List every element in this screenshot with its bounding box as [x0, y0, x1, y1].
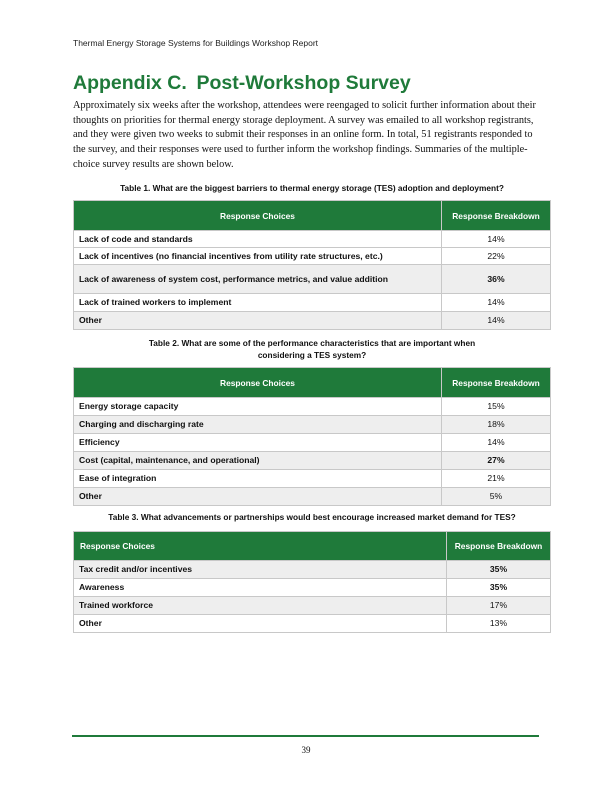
response-choice: Ease of integration — [74, 470, 442, 488]
column-header-response-choices: Response Choices — [74, 368, 442, 398]
intro-paragraph: Approximately six weeks after the workshop, attendees were reengaged to solicit further information about their thoughts on priorities for thermal energy storage deployment. A survey was emailed to all workshop registrants, and they were given two weeks to submit their responses in an online form. In total, 51 registrants responded to the survey, and their responses were used to further inform the workshop findings. Summaries of the multiple-choice survey results are shown below. — [73, 100, 536, 170]
response-choice: Tax credit and/or incentives — [74, 561, 447, 579]
page-number: 39 — [301, 745, 311, 755]
response-percent: 27% — [442, 452, 551, 470]
response-choice: Energy storage capacity — [74, 398, 442, 416]
table-row — [74, 615, 551, 633]
response-choice: Lack of incentives (no financial incentives from utility rate structures, etc.) — [74, 248, 442, 265]
response-choice: Lack of trained workers to implement — [74, 294, 442, 312]
response-choice: Other — [74, 488, 442, 506]
table-row — [74, 470, 551, 488]
table-row — [74, 452, 551, 470]
response-choice: Trained workforce — [74, 597, 447, 615]
response-percent: 21% — [442, 470, 551, 488]
table-row — [74, 294, 551, 312]
response-percent: 22% — [442, 248, 551, 265]
response-percent: 14% — [442, 434, 551, 452]
response-percent: 14% — [442, 294, 551, 312]
table-row — [74, 597, 551, 615]
table-header-row — [74, 201, 551, 231]
response-choice: Charging and discharging rate — [74, 416, 442, 434]
response-percent: 14% — [442, 312, 551, 330]
table-2 — [73, 367, 551, 506]
table-header-row — [74, 368, 551, 398]
response-percent: 18% — [442, 416, 551, 434]
response-choice: Lack of code and standards — [74, 231, 442, 248]
table-row — [74, 579, 551, 597]
column-header-response-breakdown: Response Breakdown — [442, 201, 551, 231]
response-percent: 5% — [442, 488, 551, 506]
table-1-caption: Table 1. What are the biggest barriers to thermal energy storage (TES) adoption and deployment? — [120, 183, 504, 193]
table-2-caption: Table 2. What are some of the performance characteristics that are important when considering a TES system? — [148, 338, 476, 360]
table-3 — [73, 531, 551, 633]
footer-divider — [72, 735, 539, 737]
page-title: Appendix C. Post-Workshop Survey — [73, 72, 411, 94]
table-1 — [73, 200, 551, 330]
table-row — [74, 248, 551, 265]
response-choice: Awareness — [74, 579, 447, 597]
table-row — [74, 434, 551, 452]
response-choice: Other — [74, 615, 447, 633]
response-percent: 13% — [447, 615, 551, 633]
response-percent: 17% — [447, 597, 551, 615]
response-percent: 35% — [447, 561, 551, 579]
response-percent: 35% — [447, 579, 551, 597]
response-percent: 15% — [442, 398, 551, 416]
table-row — [74, 312, 551, 330]
table-row — [74, 398, 551, 416]
response-choice: Other — [74, 312, 442, 330]
response-percent: 36% — [442, 265, 551, 294]
response-choice: Lack of awareness of system cost, performance metrics, and value addition — [74, 265, 442, 294]
column-header-response-breakdown: Response Breakdown — [447, 532, 551, 561]
table-header-row — [74, 532, 551, 561]
table-row — [74, 265, 551, 294]
response-choice: Efficiency — [74, 434, 442, 452]
column-header-response-choices: Response Choices — [74, 201, 442, 231]
table-3-caption: Table 3. What advancements or partnerships would best encourage increased market demand for TES? — [108, 512, 516, 522]
running-header: Thermal Energy Storage Systems for Buildings Workshop Report — [73, 38, 319, 48]
table-row — [74, 488, 551, 506]
table-row — [74, 416, 551, 434]
response-percent: 14% — [442, 231, 551, 248]
column-header-response-choices: Response Choices — [74, 532, 447, 561]
table-row — [74, 231, 551, 248]
response-choice: Cost (capital, maintenance, and operational) — [74, 452, 442, 470]
table-row — [74, 561, 551, 579]
column-header-response-breakdown: Response Breakdown — [442, 368, 551, 398]
